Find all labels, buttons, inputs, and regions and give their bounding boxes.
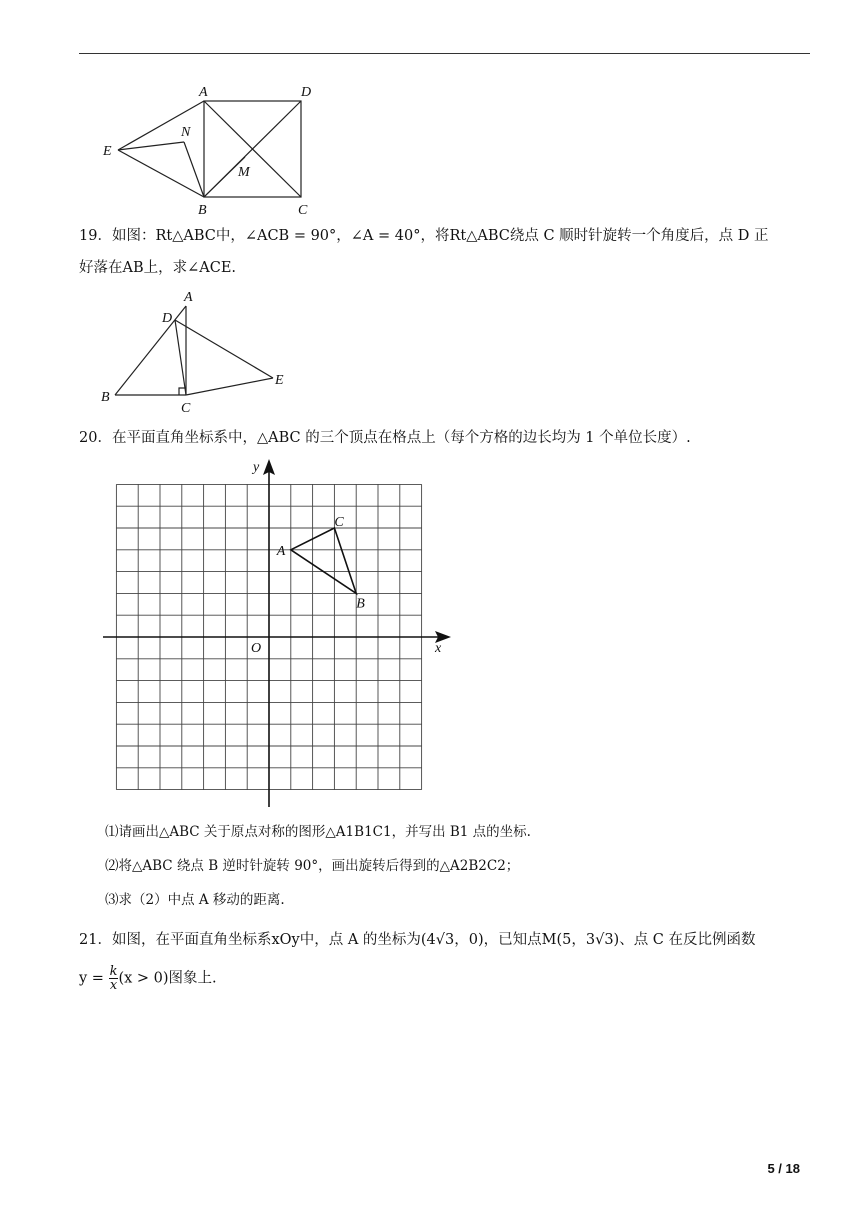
q20-part-1: ⑴请画出△ABC 关于原点对称的图形△A1B1C1，并写出 B1 点的坐标. (105, 824, 531, 840)
fig19-label-c: C (181, 401, 191, 415)
fraction-k-over-x (109, 965, 119, 992)
q20-part-3: ⑶求（2）中点 A 移动的距离. (105, 892, 285, 908)
page-number: 5 / 18 (767, 1161, 800, 1176)
fig19-label-e: E (275, 373, 284, 388)
q20-intro: 20．在平面直角坐标系中，△ABC 的三个顶点在格点上（每个方格的边长均为 1 个单位长度）. (79, 430, 691, 446)
point-label-b: B (356, 596, 365, 612)
fraction-denominator: x (109, 978, 118, 993)
figure-q20-coordinate-grid (95, 455, 460, 815)
q19-line-2: 好落在AB上，求∠ACE. (79, 260, 237, 276)
q20-part-2: ⑵将△ABC 绕点 B 逆时针旋转 90°，画出旋转后得到的△A2B2C2； (105, 858, 520, 874)
figure-q18 (95, 80, 325, 220)
q21-equation-suffix: (x > 0)图象上. (118, 970, 217, 987)
fig18-label-c: C (298, 203, 308, 218)
triangle-abc (291, 528, 356, 593)
fig18-label-d: D (301, 85, 312, 100)
fig19-label-d: D (162, 311, 173, 326)
fig18-label-n: N (181, 125, 191, 140)
axis-label-y: y (253, 460, 260, 475)
fig18-label-m: M (238, 165, 250, 180)
header-rule (79, 53, 810, 54)
figure-q19 (95, 285, 295, 415)
q21-line-2 (79, 965, 217, 992)
origin-label: O (251, 641, 262, 656)
axis-label-x: x (435, 641, 442, 656)
fraction-numerator: k (109, 964, 118, 979)
fig18-label-a: A (199, 85, 208, 100)
fig19-label-b: B (101, 390, 110, 405)
point-label-c: C (334, 515, 344, 530)
fig18-label-e: E (103, 144, 112, 159)
q21-equation-prefix: y = (79, 970, 109, 987)
q19-line-1: 19．如图：Rt△ABC中，∠ACB = 90°，∠A = 40°，将Rt△ABC绕点 C 顺时针旋转一个角度后，点 D 正 (79, 228, 769, 244)
q21-line-1: 21．如图，在平面直角坐标系xOy中，点 A 的坐标为(4√3，0)，已知点M(5，3√3)、点 C 在反比例函数 (79, 932, 756, 948)
fig18-label-b: B (198, 203, 207, 218)
point-label-a: A (276, 543, 286, 559)
fig19-label-a: A (184, 290, 193, 305)
